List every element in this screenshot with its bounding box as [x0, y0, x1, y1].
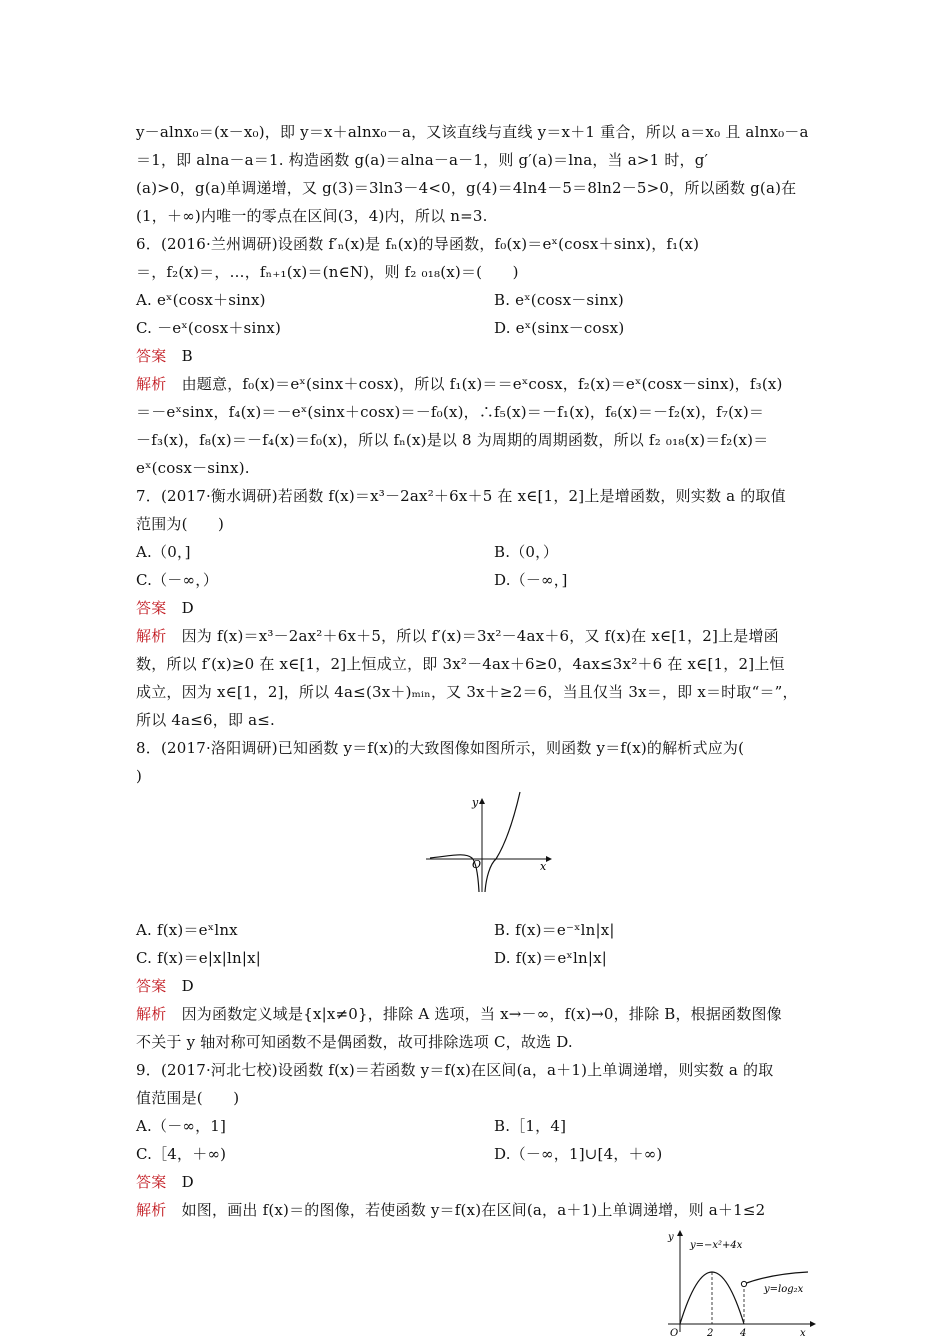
option-a: A.（0，] [136, 543, 191, 561]
question-9-stem: 值范围是( ) [136, 1089, 240, 1107]
analysis-text: eˣ(cosx－sinx). [136, 459, 250, 477]
analysis-text: 数，所以 f′(x)≥0 在 x∈[1，2]上恒成立，即 3x²－4ax＋6≥0，4ax≤3x²＋6 在 x∈[1，2]上恒 [136, 655, 785, 673]
option-b: B. f(x)＝e⁻ˣln|x| [494, 921, 615, 939]
origin-label: O [472, 858, 482, 871]
question-7-stem: 7．(2017·衡水调研)若函数 f(x)＝x³－2ax²＋6x＋5 在 x∈[1，2]上是增函数，则实数 a 的取值 [136, 487, 786, 505]
y-axis-arrow [479, 798, 485, 804]
option-c: C. －eˣ(cosx＋sinx) [136, 319, 282, 337]
log-curve [744, 1272, 808, 1284]
analysis-text: 如图，画出 f(x)＝的图像，若使函数 y＝f(x)在区间(a，a＋1)上单调递增，则 a＋1≤2 [181, 1201, 766, 1219]
tick-4-label: 4 [740, 1328, 747, 1339]
analysis-text: 不关于 y 轴对称可知函数不是偶函数，故可排除选项 C，故选 D. [136, 1033, 573, 1051]
option-c: C.［4，＋∞) [136, 1145, 227, 1163]
question-7-stem: 范围为( ) [136, 515, 225, 533]
option-d: D.（－∞，] [494, 571, 568, 589]
option-b: B.（0，） [494, 543, 559, 561]
answer-value: B [181, 347, 193, 365]
answer-line [136, 346, 193, 366]
analysis-line [136, 1004, 782, 1024]
option-a: A.（－∞，1] [136, 1117, 227, 1135]
open-point-marker [741, 1281, 746, 1286]
analysis-text: 因为函数定义域是{x|x≠0}，排除 A 选项，当 x→－∞，f(x)→0，排除 B，根据函数图像 [181, 1005, 782, 1023]
text-line: (1，＋∞)内唯一的零点在区间(3，4)内，所以 n=3. [136, 207, 488, 225]
analysis-text: －f₃(x)，f₈(x)＝－f₄(x)＝f₀(x)，所以 fₙ(x)是以 8 为周期的周期函数，所以 f₂ ₀₁₈(x)＝f₂(x)＝ [136, 431, 769, 449]
y-axis-label: y [472, 796, 479, 809]
origin-label: O [670, 1328, 679, 1339]
y-axis-arrow [677, 1230, 683, 1236]
y-axis-label: y [668, 1232, 674, 1243]
question-6-stem: 6．(2016·兰州调研)设函数 f′ₙ(x)是 fₙ(x)的导函数，f₀(x)＝eˣ(cosx＋sinx)，f₁(x) [136, 235, 700, 253]
option-c: C.（－∞，） [136, 571, 219, 589]
question-8-stem: 8．(2017·洛阳调研)已知函数 y＝f(x)的大致图像如图所示，则函数 y＝f(x)的解析式应为( [136, 739, 745, 757]
x-axis-arrow [810, 1321, 816, 1327]
function-graph-figure [420, 788, 560, 900]
text-line: y－alnx₀＝(x－x₀)，即 y＝x＋alnx₀－a，又该直线与直线 y＝x＋1 重合，所以 a＝x₀ 且 alnx₀－a [136, 123, 809, 141]
analysis-line [136, 374, 783, 394]
log-curve-label: y=log₂x [764, 1284, 804, 1295]
analysis-text: 成立，因为 x∈[1，2]，所以 4a≤(3x＋)ₘᵢₙ，又 3x＋≥2＝6，当且仅当 3x＝，即 x＝时取“＝”， [136, 683, 798, 701]
answer-value: D [181, 977, 194, 995]
answer-line [136, 598, 194, 618]
piecewise-graph-figure [660, 1228, 820, 1340]
option-d: D. eˣ(sinx－cosx) [494, 319, 625, 337]
text-line: ＝1，即 alna－a＝1. 构造函数 g(a)＝alna－a－1，则 g′(a)＝lna，当 a>1 时，g′ [136, 151, 709, 169]
option-b: B.［1，4] [494, 1117, 567, 1135]
answer-line [136, 1172, 194, 1192]
parabola-label: y=−x²+4x [690, 1240, 743, 1251]
answer-line [136, 976, 194, 996]
analysis-label: 解析 [136, 1201, 167, 1219]
analysis-label: 解析 [136, 627, 167, 645]
question-9-stem: 9．(2017·河北七校)设函数 f(x)＝若函数 y＝f(x)在区间(a，a＋1)上单调递增，则实数 a 的取 [136, 1061, 774, 1079]
answer-label: 答案 [136, 1173, 167, 1191]
tick-2-label: 2 [707, 1328, 714, 1339]
option-d: D.（－∞，1]∪[4，＋∞) [494, 1145, 663, 1163]
analysis-line [136, 626, 779, 646]
answer-value: D [181, 599, 194, 617]
question-8-stem: ) [136, 767, 143, 785]
analysis-text: 因为 f(x)＝x³－2ax²＋6x＋5，所以 f′(x)＝3x²－4ax＋6，又 f(x)在 x∈[1，2]上是增函 [181, 627, 779, 645]
option-a: A. f(x)＝eˣlnx [136, 921, 238, 939]
option-b: B. eˣ(cosx－sinx) [494, 291, 624, 309]
right-branch-curve [485, 792, 520, 892]
analysis-label: 解析 [136, 375, 167, 393]
answer-label: 答案 [136, 347, 167, 365]
analysis-text: ＝－eˣsinx，f₄(x)＝－eˣ(sinx＋cosx)＝－f₀(x)，∴f₅(x)＝－f₁(x)，f₆(x)＝－f₂(x)，f₇(x)＝ [136, 403, 765, 421]
analysis-line [136, 1200, 765, 1220]
x-axis-label: x [540, 860, 547, 873]
answer-label: 答案 [136, 599, 167, 617]
answer-value: D [181, 1173, 194, 1191]
analysis-label: 解析 [136, 1005, 167, 1023]
question-6-stem: ＝，f₂(x)＝，…，fₙ₊₁(x)＝(n∈N)，则 f₂ ₀₁₈(x)＝( ) [136, 263, 519, 281]
option-a: A. eˣ(cosx＋sinx) [136, 291, 266, 309]
text-line: (a)>0，g(a)单调递增，又 g(3)＝3ln3－4<0，g(4)＝4ln4－5＝8ln2－5>0，所以函数 g(a)在 [136, 179, 797, 197]
x-axis-arrow [546, 856, 552, 862]
analysis-text: 所以 4a≤6，即 a≤. [136, 711, 276, 729]
answer-label: 答案 [136, 977, 167, 995]
option-d: D. f(x)＝eˣln|x| [494, 949, 608, 967]
x-axis-label: x [800, 1328, 806, 1339]
option-c: C. f(x)＝e|x|ln|x| [136, 949, 262, 967]
analysis-text: 由题意，f₀(x)＝eˣ(sinx＋cosx)，所以 f₁(x)＝＝eˣcosx，f₂(x)＝eˣ(cosx－sinx)，f₃(x) [181, 375, 783, 393]
